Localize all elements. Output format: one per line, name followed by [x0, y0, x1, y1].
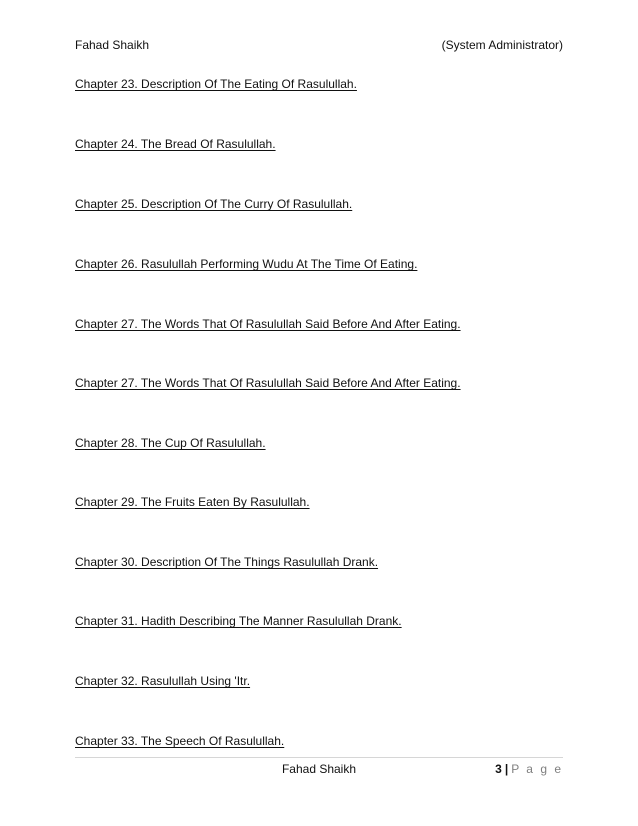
- toc-link-chapter-32[interactable]: Chapter 32. Rasulullah Using 'Itr.: [75, 674, 251, 688]
- toc-link-chapter-24[interactable]: Chapter 24. The Bread Of Rasulullah.: [75, 137, 276, 151]
- toc-item: [75, 316, 461, 332]
- page-number-value: 3: [495, 762, 502, 776]
- toc-link-chapter-27[interactable]: Chapter 27. The Words That Of Rasulullah Said Before And After Eating.: [75, 317, 461, 331]
- footer-divider: [75, 757, 563, 758]
- header-role: (System Administrator): [441, 38, 563, 52]
- toc-link-chapter-31[interactable]: Chapter 31. Hadith Describing The Manner Rasulullah Drank.: [75, 614, 402, 628]
- toc-item: [75, 613, 402, 629]
- page-label: P a g e: [511, 762, 563, 776]
- page-number-separator: |: [504, 762, 509, 776]
- toc-link-chapter-26[interactable]: Chapter 26. Rasulullah Performing Wudu At The Time Of Eating.: [75, 257, 418, 271]
- toc-link-chapter-25[interactable]: Chapter 25. Description Of The Curry Of Rasulullah.: [75, 197, 353, 211]
- toc-item: [75, 256, 417, 272]
- toc-item: [75, 375, 461, 391]
- toc-item: [75, 733, 284, 749]
- page-number: [495, 762, 563, 776]
- toc-item: [75, 494, 310, 510]
- footer-author: Fahad Shaikh: [281, 762, 357, 776]
- toc-item: [75, 673, 250, 689]
- toc-item: [75, 136, 276, 152]
- toc-item: [75, 554, 378, 570]
- header-author: Fahad Shaikh: [75, 38, 150, 52]
- toc-link-chapter-27-repeat[interactable]: Chapter 27. The Words That Of Rasulullah Said Before And After Eating.: [75, 376, 461, 390]
- toc-link-chapter-33[interactable]: Chapter 33. The Speech Of Rasulullah.: [75, 734, 285, 748]
- toc-item: [75, 435, 266, 451]
- toc-link-chapter-23[interactable]: Chapter 23. Description Of The Eating Of Rasulullah.: [75, 77, 357, 91]
- toc-item: [75, 196, 352, 212]
- toc-link-chapter-30[interactable]: Chapter 30. Description Of The Things Rasulullah Drank.: [75, 555, 379, 569]
- toc-link-chapter-28[interactable]: Chapter 28. The Cup Of Rasulullah.: [75, 436, 266, 450]
- toc-link-chapter-29[interactable]: Chapter 29. The Fruits Eaten By Rasulullah.: [75, 495, 310, 509]
- page-header: [75, 38, 563, 56]
- toc-item: [75, 76, 357, 92]
